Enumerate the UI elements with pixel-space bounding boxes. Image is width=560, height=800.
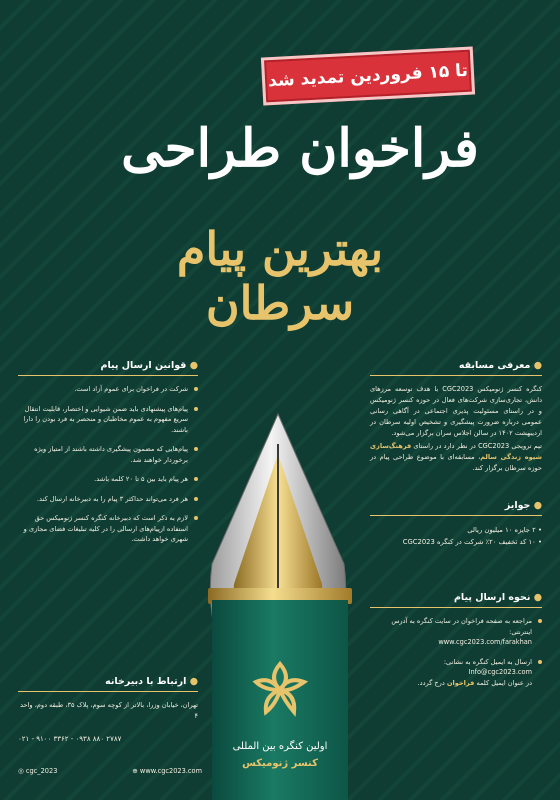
rule-item: شرکت در فراخوان برای عموم آزاد است. — [18, 384, 198, 395]
prizes-heading: ● جوایز — [370, 500, 542, 516]
howto-item: ارسال به ایمیل کنگره به نشانی: Info@cgc2023.com در عنوان ایمیل کلمه فراخوان درج گردد. — [370, 657, 542, 689]
footer-social[interactable]: ◎ cgc_2023 — [18, 767, 58, 775]
brand-line-1: اولین کنگره بین المللی — [232, 741, 328, 752]
instagram-icon: ◎ — [18, 767, 24, 775]
howto-heading: ● نحوه ارسال پیام — [370, 592, 542, 608]
rules-list — [18, 384, 198, 545]
right-column — [370, 360, 542, 697]
footer — [18, 767, 202, 775]
congress-logo-icon — [248, 658, 312, 722]
subtitle: بهترین پیام سرطان — [176, 222, 384, 330]
rule-item: پیام‌های پیشنهادی باید ضمن شیوایی و اختصار، قابلیت انتقال سریع مفهوم به عموم مخاطبان و منحصر به فرد بودن را دارا باشند. — [18, 404, 198, 436]
howto-url[interactable]: www.cgc2023.com/farakhan — [438, 638, 532, 646]
contact-phone: ۰۲۱ - ۹۱۰۰ ۳۳۶۲ - ۰۹۳۸ ۸۸۰ ۲۷۸۷ — [18, 735, 122, 743]
footer-website[interactable]: ⊕ www.cgc2023.com — [132, 767, 202, 775]
howto-email[interactable]: Info@cgc2023.com — [468, 668, 532, 676]
brand-line-2: کنسر ژنومیکس — [242, 758, 318, 769]
extension-stamp — [261, 46, 475, 105]
left-column — [18, 360, 198, 554]
globe-icon: ⊕ — [132, 767, 138, 775]
prize-item: • ۱۰ کد تخفیف ۲۰٪ شرکت در کنگره CGC2023 — [402, 538, 542, 546]
prize-item: • ۲ جایزه ۱۰ میلیون ریالی — [467, 526, 542, 534]
contact-section — [18, 676, 198, 751]
rule-item: هر فرد می‌تواند حداکثر ۳ پیام را به دبیرخانه ارسال کند. — [18, 494, 198, 505]
contact-heading: ● ارتباط با دبیرخانه — [18, 676, 198, 692]
intro-paragraph: کنگره کنسر ژنومیکس CGC2023 با هدف توسعه مرزهای دانش، تجاری‌سازی شرکت‌های فعال در حوزه کنسر ژنومیکس و در راستای مسئولیت پذیری اجتماعی در آگاهی رسانی عمومی درباره ضرورت پیشگیری و تشخیص اولیه سرطان در اردیبهشت ۱۴۰۲ در سالن اجلاس سران برگزار می‌شود. — [370, 385, 542, 437]
rule-item: پیام‌هایی که مضمون پیشگیری داشته باشند از امتیاز ویژه برخوردار خواهند شد. — [18, 444, 198, 465]
howto-list — [370, 616, 542, 688]
stamp-text: تا ۱۵ فروردین تمدید شد — [267, 60, 469, 92]
main-title: فراخوان طراحی — [121, 118, 479, 179]
intro-paragraph-2: تیم ترویجی CGC2023 در نظر دارد در راستای فرهنگ‌سازی شیوه زندگی سالم، مسابقه‌ای با موضوع طراحی پیام در حوزه سرطان برگزار کند. — [370, 442, 542, 472]
rule-item: لازم به ذکر است که دبیرخانه کنگره کنسر ژنومیکس حق استفاده ازپیام‌های ارسالی را در کلیه تبلیغات فضای مجازی و شهری خواهد داشت. — [18, 513, 198, 545]
rule-item: هر پیام باید بین ۵ تا ۲۰ کلمه باشد. — [18, 474, 198, 485]
intro-heading: ● معرفی مسابقه — [370, 360, 542, 376]
rules-heading: ● قوانین ارسال پیام — [18, 360, 198, 376]
howto-item: مراجعه به صفحه فراخوان در سایت کنگره به آدرس اینترنتی: www.cgc2023.com/farakhan — [370, 616, 542, 648]
contact-address: تهران، خیابان وزرا، بالاتر از کوچه سوم، پلاک ۳۵، طبقه دوم، واحد ۴ — [20, 701, 198, 720]
